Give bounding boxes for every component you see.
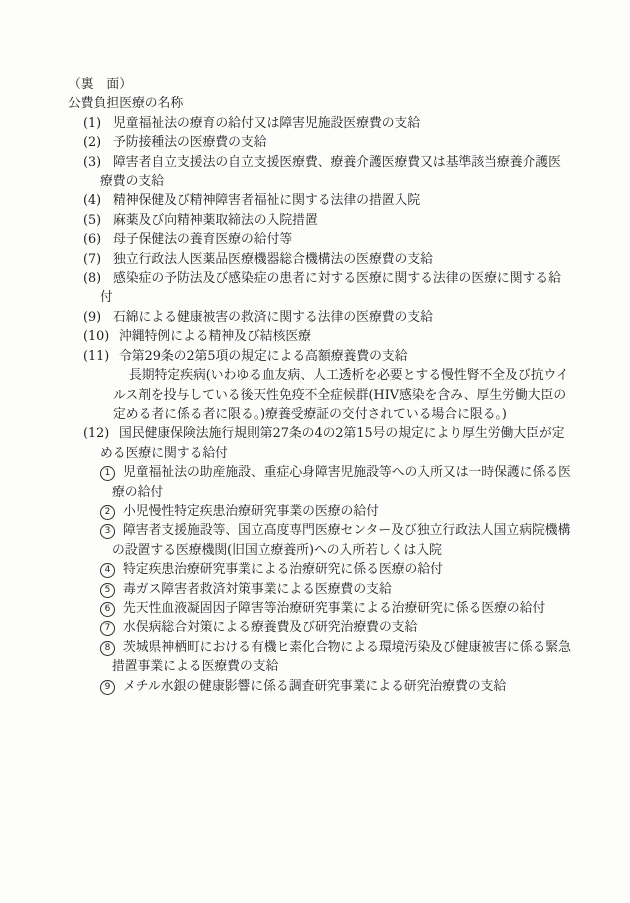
numbered-item-11 [83, 347, 572, 366]
item-text: 独立行政法人医薬品医療機器総合機構法の医療費の支給 [113, 251, 433, 267]
numbered-item-9 [83, 308, 572, 327]
subitem-text: メチル水銀の健康影響に係る調査研究事業による研究治療費の支給 [123, 678, 507, 694]
item-number: (2) [83, 135, 102, 151]
circled-number: 3 [100, 524, 115, 539]
item-number: (9) [83, 309, 102, 325]
item-text: 障害者自立支援法の自立支援医療費、療養介護医療費又は基準該当療養介護医療費の支給 [100, 154, 561, 190]
subitem-text: 毒ガス障害者救済対策事業による医療費の支給 [123, 581, 392, 597]
item-number: (7) [83, 251, 102, 267]
item-number: (4) [83, 193, 102, 209]
numbered-item-8 [83, 269, 572, 308]
circled-number: 1 [100, 466, 115, 481]
circled-number: 2 [100, 505, 115, 520]
item-text: 児童福祉法の療育の給付又は障害児施設医療費の支給 [113, 115, 421, 131]
circled-item-6 [104, 599, 572, 618]
circled-item-9 [104, 677, 572, 696]
circled-item-5 [104, 580, 572, 599]
item-text: 感染症の予防法及び感染症の患者に対する医療に関する法律の医療に関する給付 [100, 271, 561, 306]
numbered-item-2 [83, 133, 572, 152]
item-text: 麻薬及び向精神薬取締法の入院措置 [113, 212, 318, 228]
circled-item-3 [104, 521, 572, 560]
numbered-item-3 [83, 153, 572, 192]
subitem-text: 水俣病総合対策による療養費及び研究治療費の支給 [123, 620, 418, 636]
numbered-item-12 [83, 424, 572, 463]
item-text: 石綿による健康被害の救済に関する法律の医療費の支給 [113, 309, 433, 325]
item-text: 国民健康保険法施行規則第27条の4の2第15号の規定により厚生労働大臣が定める医療に関する給付 [100, 426, 565, 461]
item-11-note: 長期特定疾病(いわゆる血友病、人工透析を必要とする慢性腎不全及び抗ウイルス剤を投与している後天性免疫不全症候群(HIV感染を含み、厚生労働大臣の定める者に係る者に限る。)療養受療証の交付されている場合に限る。) [113, 368, 569, 422]
circled-item-7 [104, 618, 572, 637]
item-text: 精神保健及び精神障害者福祉に関する法律の措置入院 [113, 193, 421, 209]
item-number: (11) [83, 348, 110, 364]
circled-item-1 [104, 463, 572, 502]
circled-number: 8 [100, 641, 115, 656]
item-text: 沖縄特例による精神及び結核医療 [119, 329, 311, 345]
circled-item-2 [104, 502, 572, 521]
numbered-item-4 [83, 191, 572, 210]
item-number: (8) [83, 271, 102, 287]
subitem-text: 特定疾患治療研究事業による治療研究に係る医療の給付 [123, 562, 443, 578]
back-side-label: （裏 面） [68, 77, 132, 92]
numbered-item-6 [83, 230, 572, 249]
circled-item-8 [104, 638, 572, 677]
item-number: (5) [83, 212, 102, 228]
subitem-text: 小児慢性特定疾患治療研究事業の医療の給付 [123, 503, 379, 519]
subitem-text: 先天性血液凝固因子障害等治療研究事業による治療研究に係る医療の給付 [123, 600, 546, 616]
item-text: 予防接種法の医療費の支給 [113, 135, 267, 151]
document-title: 公費負担医療の名称 [68, 96, 184, 112]
circled-number: 4 [100, 563, 115, 578]
item-text: 令第29条の2第5項の規定による高額療養費の支給 [119, 348, 408, 364]
circled-number: 9 [100, 680, 115, 695]
item-number: (1) [83, 115, 102, 131]
item-number: (10) [83, 329, 110, 345]
subitem-text: 児童福祉法の助産施設、重症心身障害児施設等への入所又は一時保護に係る医療の給付 [112, 465, 571, 500]
numbered-item-5 [83, 211, 572, 230]
subitem-text: 障害者支援施設等、国立高度専門医療センター及び独立行政法人国立病院機構の設置する医療機関(旧国立療養所)への入所若しくは入院 [112, 523, 571, 558]
item-text: 母子保健法の養育医療の給付等 [113, 232, 293, 248]
numbered-item-7 [83, 250, 572, 269]
circled-number: 5 [100, 583, 115, 598]
item-number: (3) [83, 154, 102, 170]
circled-item-4 [104, 560, 572, 579]
item-number: (12) [83, 426, 110, 442]
circled-number: 6 [100, 602, 115, 617]
numbered-item-1 [83, 114, 572, 133]
circled-number: 7 [100, 621, 115, 636]
item-number: (6) [83, 232, 102, 248]
numbered-item-10 [83, 327, 572, 346]
subitem-text: 茨城県神栖町における有機ヒ素化合物による環境汚染及び健康被害に係る緊急措置事業による医療費の支給 [112, 639, 571, 675]
